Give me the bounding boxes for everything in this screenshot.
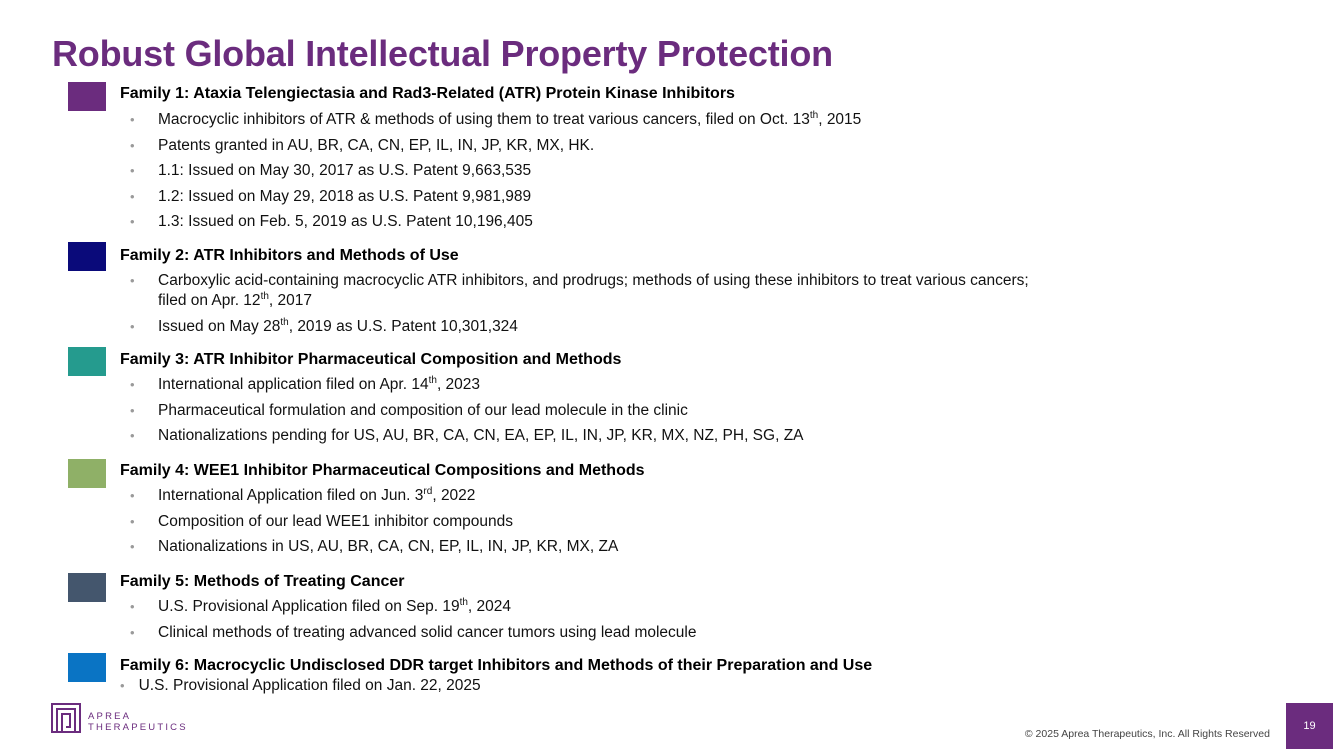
list-item: • 1.2: Issued on May 29, 2018 as U.S. Patent 9,981,989 xyxy=(130,187,861,207)
family-4-title: Family 4: WEE1 Inhibitor Pharmaceutical Compositions and Methods xyxy=(120,462,645,479)
family-2-title: Family 2: ATR Inhibitors and Methods of Use xyxy=(120,247,459,264)
list-item: • Nationalizations in US, AU, BR, CA, CN, EP, IL, IN, JP, KR, MX, ZA xyxy=(130,537,618,557)
family-6-title: Family 6: Macrocyclic Undisclosed DDR target Inhibitors and Methods of their Preparation and Use xyxy=(120,657,873,674)
list-item: • International application filed on Apr. 14th, 2023 xyxy=(130,375,804,395)
family-3-bullet-list xyxy=(130,375,804,452)
list-item: • Patents granted in AU, BR, CA, CN, EP, IL, IN, JP, KR, MX, HK. xyxy=(130,136,861,156)
list-item: • U.S. Provisional Application filed on Sep. 19th, 2024 xyxy=(130,597,696,617)
page-number xyxy=(1286,703,1333,749)
family-1-bullet-list xyxy=(130,110,861,238)
list-item: • Composition of our lead WEE1 inhibitor compounds xyxy=(130,512,618,532)
logo-line-1: APREA xyxy=(88,711,132,722)
list-item: • Nationalizations pending for US, AU, BR, CA, CN, EA, EP, IL, IN, JP, KR, MX, NZ, PH, SG, ZA xyxy=(130,426,804,446)
list-item: • International Application filed on Jun. 3rd, 2022 xyxy=(130,486,618,506)
list-item: • U.S. Provisional Application filed on Jan. 22, 2025 xyxy=(120,677,481,694)
family-5-bullet-list xyxy=(130,597,696,648)
list-item: • Clinical methods of treating advanced solid cancer tumors using lead molecule xyxy=(130,623,696,643)
aprea-logo-icon xyxy=(51,703,81,733)
list-item: • Pharmaceutical formulation and composition of our lead molecule in the clinic xyxy=(130,401,804,421)
page-number-label: 19 xyxy=(1303,720,1316,732)
list-item: • 1.1: Issued on May 30, 2017 as U.S. Patent 9,663,535 xyxy=(130,161,861,181)
family-1-title: Family 1: Ataxia Telengiectasia and Rad3-Related (ATR) Protein Kinase Inhibitors xyxy=(120,85,735,102)
logo-line-2: THERAPEUTICS xyxy=(88,722,188,733)
family-4-color-swatch xyxy=(68,459,106,488)
company-logo-text xyxy=(88,711,188,733)
family-6-color-swatch xyxy=(68,653,106,682)
page-title: Robust Global Intellectual Property Protection xyxy=(52,33,833,74)
list-item: • Macrocyclic inhibitors of ATR & methods of using them to treat various cancers, filed on Oct. 13th, 2015 xyxy=(130,110,861,130)
family-5-title: Family 5: Methods of Treating Cancer xyxy=(120,573,405,590)
copyright-footer: © 2025 Aprea Therapeutics, Inc. All Rights Reserved xyxy=(1024,728,1270,740)
bullet-dot: • xyxy=(120,678,125,693)
family-1-color-swatch xyxy=(68,82,106,111)
list-item: • Issued on May 28th, 2019 as U.S. Patent 10,301,324 xyxy=(130,317,1029,337)
family-4-bullet-list xyxy=(130,486,618,563)
family-5-color-swatch xyxy=(68,573,106,602)
family-2-bullet-list xyxy=(130,271,1029,342)
family-3-title: Family 3: ATR Inhibitor Pharmaceutical Composition and Methods xyxy=(120,351,622,368)
list-item: • Carboxylic acid-containing macrocyclic ATR inhibitors, and prodrugs; methods of using these inhibitors to treat various cancers; filed on Apr. 12th, 2017 xyxy=(130,271,1029,311)
family-3-color-swatch xyxy=(68,347,106,376)
family-2-color-swatch xyxy=(68,242,106,271)
list-item: • 1.3: Issued on Feb. 5, 2019 as U.S. Patent 10,196,405 xyxy=(130,212,861,232)
